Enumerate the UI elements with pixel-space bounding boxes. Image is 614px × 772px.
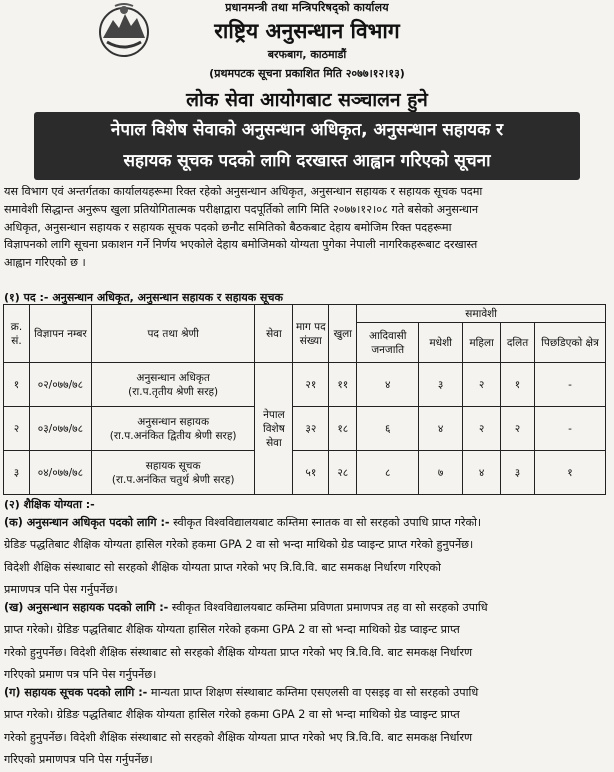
cell-post	[91, 363, 255, 407]
cell-ad-no: ०४/०७७/७८	[29, 451, 91, 495]
qualification-officer	[4, 512, 608, 602]
cell-ad-no: ०२/०७७/७८	[29, 363, 91, 407]
qualification-text: प्राप्त गरेको। ग्रेडिङ पद्धतिबाट शैक्षिक योग्यता हासिल गरेको हकमा GPA 2 वा सो भन्दा माथिको ग्रेड प्वाइन्ट प्राप्त	[4, 623, 460, 637]
cell-ad-no: ०३/०७७/७८	[29, 407, 91, 451]
notice-subtitle: लोक सेवा आयोगबाट सञ्चालन हुने	[186, 89, 428, 111]
cell-demand: ५१	[293, 451, 329, 495]
cell-dalit: २	[501, 407, 535, 451]
qualification-label: (क) अनुसन्धान अधिकृत पदको लागि :-	[4, 516, 170, 529]
header-backward: पिछडिएको क्षेत्र	[535, 323, 606, 363]
header-madhesi: मधेशी	[419, 323, 463, 363]
cell-post	[91, 451, 255, 495]
cell-adiwasi: ४	[357, 363, 419, 407]
banner-line-1: नेपाल विशेष सेवाको अनुसन्धान अधिकृत, अनुसन्धान सहायक र	[110, 120, 504, 140]
qualification-text: प्राप्त गरेको। ग्रेडिङ पद्धतिबाट शैक्षिक योग्यता हासिल गरेको हकमा GPA 2 वा सो भन्दा माथिको ग्रेड प्वाइन्ट प्राप्त	[4, 708, 460, 722]
cell-dalit: १	[501, 363, 535, 407]
header-dalit: दलित	[501, 323, 535, 363]
cell-sn: ३	[4, 451, 30, 495]
post-grade: (रा.प.तृतीय श्रेणी सरह)	[128, 385, 219, 398]
intro-line: समावेशी सिद्धान्त अनुरूप खुला प्रतियोगितात्मक परीक्षाद्वारा पदपूर्तिको लागि मिति २०७७।१२।०८ गते बसेको अनुसन्धान	[4, 202, 479, 216]
department-name: राष्ट्रिय अनुसन्धान विभाग	[214, 19, 400, 43]
qualification-text: गरेको हुनुपर्नेछ। विदेशी शैक्षिक संस्थाबाट सो सरहको शैक्षिक योग्यता प्राप्त गरेको भए त्रि.वि.वि. बाट समकक्ष निर्धारण	[4, 645, 473, 659]
qualification-text: गरिएको प्रमाणपत्र पनि पेस गर्नुपर्नेछ।	[4, 753, 153, 767]
cell-post	[91, 407, 255, 451]
intro-line: अधिकृत, अनुसन्धान सहायक र सहायक सूचक पदको छनौट समितिको बैठकबाट देहाय बमोजिम रिक्त पदहरूमा	[4, 220, 452, 234]
qualification-informant	[4, 682, 608, 772]
qualification-text: मान्यता प्राप्त शिक्षण संस्थाबाट कम्तिमा एसएलसी वा एसइइ वा सो सरहको उपाधि	[147, 686, 479, 699]
intro-line: आह्वान गरिएको छ ।	[4, 256, 86, 270]
cell-adiwasi: ६	[357, 407, 419, 451]
section-1-heading: (१) पद :- अनुसन्धान अधिकृत, अनुसन्धान सहायक र सहायक सूचक	[4, 291, 283, 304]
cell-madhesi: ३	[419, 363, 463, 407]
cell-madhesi: ४	[419, 407, 463, 451]
header-mahila: महिला	[463, 323, 501, 363]
department-address: बरफबाग, काठमाडौं	[267, 48, 347, 61]
post-name: अनुसन्धान सहायक	[137, 415, 210, 428]
header-sn: क्र. सं.	[4, 305, 30, 363]
header-demand: माग पद संख्या	[293, 305, 329, 363]
cell-open: १८	[329, 407, 357, 451]
qualification-text: ग्रेडिङ पद्धतिबाट शैक्षिक योग्यता हासिल गरेको हकमा GPA 2 वा सो भन्दा माथिको ग्रेड प्वाइन्ट प्राप्त गरेको हुनुपर्नेछ।	[4, 538, 474, 552]
post-grade: (रा.प.अनंकित चतुर्थ श्रेणी सरह)	[111, 473, 235, 486]
cell-sn: १	[4, 363, 30, 407]
cell-adiwasi: ८	[357, 451, 419, 495]
table-row	[4, 407, 606, 451]
cell-backward: १	[535, 451, 606, 495]
intro-line: विज्ञापनको लागि सूचना प्रकाशन गर्ने निर्णय भएकोले देहाय बमोजिमको योग्यता पुगेका नेपाली नागरिकहरूबाट दरखास्त	[4, 238, 478, 252]
publish-date: (प्रथमपटक सूचना प्रकाशित मिति २०७७।१२।१३)	[209, 67, 405, 80]
qualification-text: गरिएको प्रमाण पत्र पनि पेस गर्नुपर्नेछ।	[4, 668, 157, 682]
cell-demand: २१	[293, 363, 329, 407]
ministry-line: प्रधानमन्त्री तथा मन्त्रिपरिषद्को कार्यालय	[225, 1, 389, 14]
cell-mahila: २	[463, 363, 501, 407]
header-post: पद तथा श्रेणी	[91, 305, 255, 363]
posts-table	[3, 304, 606, 495]
qualification-text: स्वीकृत विश्वविद्यालयबाट कम्तिमा स्नातक वा सो सरहको उपाधि प्राप्त गरेको।	[169, 516, 482, 529]
banner-line-2: सहायक सूचक पदको लागि दरखास्त आह्वान गरिएको सूचना	[123, 151, 491, 171]
header-open: खुला	[329, 305, 357, 363]
cell-dalit: ३	[501, 451, 535, 495]
notice-title-banner	[34, 112, 580, 180]
cell-open: ११	[329, 363, 357, 407]
cell-madhesi: ७	[419, 451, 463, 495]
table-row	[4, 451, 606, 495]
intro-line: यस विभाग एवं अन्तर्गतका कार्यालयहरूमा रिक्त रहेको अनुसन्धान अधिकृत, अनुसन्धान सहायक र सहायक सूचक पदमा	[4, 185, 483, 198]
cell-open: २८	[329, 451, 357, 495]
cell-backward: -	[535, 407, 606, 451]
cell-mahila: ४	[463, 451, 501, 495]
cell-sn: २	[4, 407, 30, 451]
section-2-heading: (२) शैक्षिक योग्यता :-	[4, 498, 95, 511]
qualification-label: (ख) अनुसन्धान सहायक पदको लागि :-	[4, 601, 169, 614]
post-name: अनुसन्धान अधिकृत	[136, 371, 210, 384]
qualification-text: स्वीकृत विश्वविद्यालयबाट कम्तिमा प्रविणता प्रमाणपत्र तह वा सो सरहको उपाधि	[168, 601, 488, 614]
header-service: सेवा	[255, 305, 293, 363]
cell-backward: -	[535, 363, 606, 407]
intro-paragraph	[4, 183, 610, 272]
header-ad-no: विज्ञापन नम्बर	[29, 305, 91, 363]
post-grade: (रा.प.अनंकित द्वितीय श्रेणी सरह)	[109, 429, 237, 442]
table-row	[4, 363, 606, 407]
header-inclusive: समावेशी	[357, 305, 606, 323]
cell-demand: ३२	[293, 407, 329, 451]
cell-mahila: २	[463, 407, 501, 451]
qualification-text: प्रमाणपत्र पनि पेस गर्नुपर्नेछ।	[4, 583, 118, 597]
qualification-assistant	[4, 597, 608, 687]
cell-service: नेपाल विशेष सेवा	[255, 363, 293, 495]
qualification-text: विदेशी शैक्षिक संस्थाबाट सो सरहको शैक्षिक योग्यता प्राप्त गरेको भए त्रि.वि.वि. बाट समकक्ष निर्धारण गरिएको	[4, 560, 441, 574]
qualification-label: (ग) सहायक सूचक पदको लागि :-	[4, 686, 148, 699]
post-name: सहायक सूचक	[145, 459, 201, 472]
header-adiwasi: आदिवासी जनजाति	[357, 323, 419, 363]
qualification-text: गरेको हुनुपर्नेछ। विदेशी शैक्षिक संस्थाबाट सो सरहको शैक्षिक योग्यता प्राप्त गरेको भए त्रि.वि.वि. बाट समकक्ष निर्धारण	[4, 730, 473, 744]
